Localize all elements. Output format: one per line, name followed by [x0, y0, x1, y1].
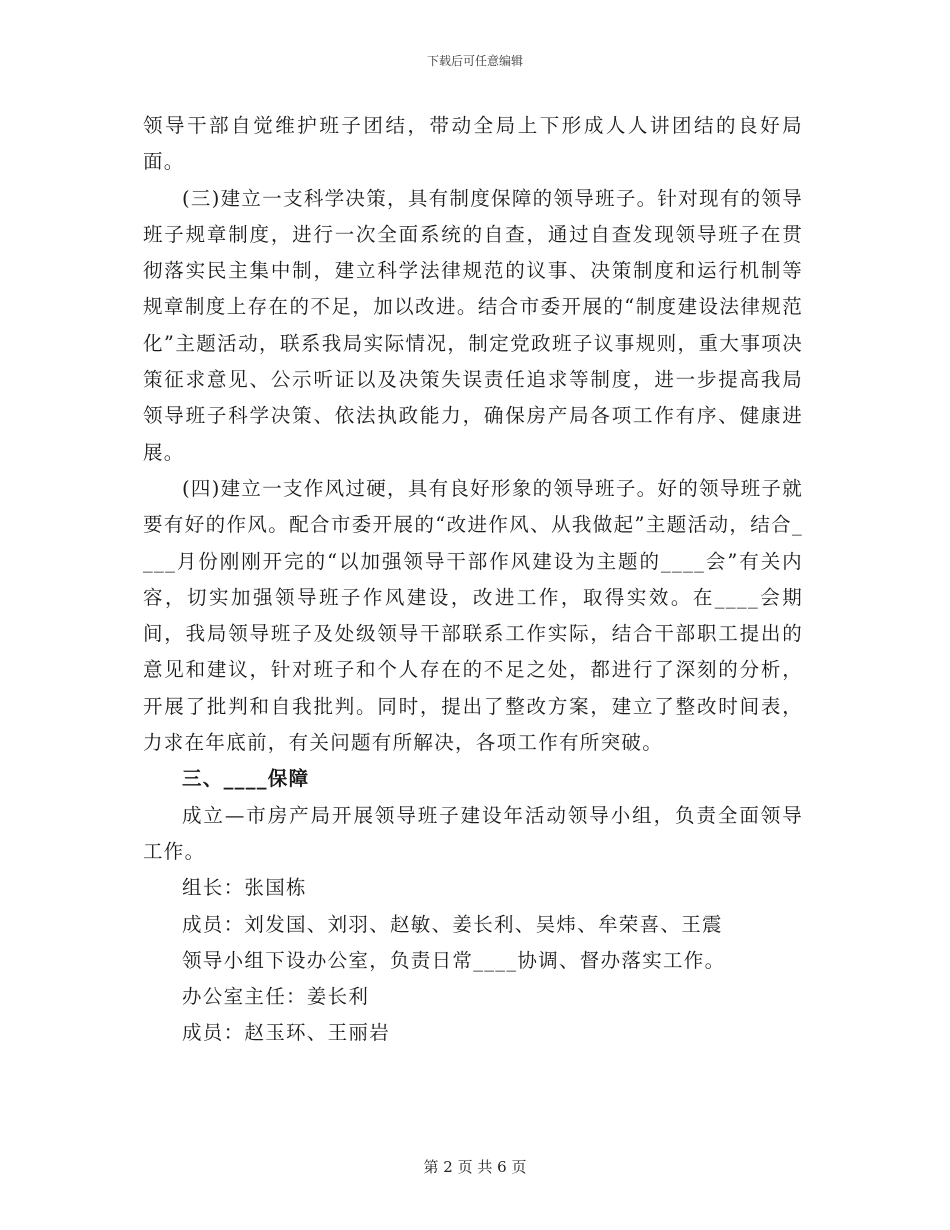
- document-body: [143, 108, 803, 1052]
- paragraph-section-3: (三)建立一支科学决策，具有制度保障的领导班子。针对现有的领导班子规章制度，进行一次全面系统的自查，通过自查发现领导班子在贯彻落实民主集中制，建立科学法律规范的议事、决策制度和运行机制等规章制度上存在的不足，加以改进。结合市委开展的“制度建设法律规范化”主题活动，联系我局实际情况，制定党政班子议事规则，重大事项决策征求意见、公示听证以及决策失误责任追求等制度，进一步提高我局领导班子科学决策、依法执政能力，确保房产局各项工作有序、健康进展。: [143, 186, 804, 464]
- paragraph-leading-group: 成立—市房产局开展领导班子建设年活动领导小组，负责全面领导工作。: [143, 803, 803, 863]
- office-head-line: 办公室主任：姜长利: [182, 985, 370, 1009]
- group-members-line: 成员：刘发国、刘羽、赵敏、姜长利、吴炜、牟荣喜、王震: [182, 912, 723, 936]
- group-leader-line: 组长：张国栋: [182, 876, 307, 900]
- office-description-line: 领导小组下设办公室，负责日常____协调、督办落实工作。: [182, 948, 726, 972]
- page-number-footer: 第 2 页 共 6 页: [423, 1158, 527, 1176]
- page-header: 下载后可任意编辑: [426, 54, 523, 68]
- paragraph-continuation: 领导干部自觉维护班子团结，带动全局上下形成人人讲团结的良好局面。: [143, 114, 803, 174]
- office-members-line: 成员：赵玉环、王丽岩: [182, 1021, 391, 1045]
- section-heading-guarantee: 三、____保障: [182, 767, 310, 791]
- paragraph-section-4: (四)建立一支作风过硬，具有良好形象的领导班子。好的领导班子就要有好的作风。配合市委开展的“改进作风、从我做起”主题活动，结合____月份刚刚开完的“以加强领导干部作风建设为主题的____会”有关内容，切实加强领导班子作风建设，改进工作，取得实效。在____会期间，我局领导班子及处级领导干部联系工作实际，结合干部职工提出的意见和建议，针对班子和个人存在的不足之处，都进行了深刻的分析，开展了批判和自我批判。同时，提出了整改方案，建立了整改时间表，力求在年底前，有关问题有所解决，各项工作有所突破。: [143, 476, 804, 755]
